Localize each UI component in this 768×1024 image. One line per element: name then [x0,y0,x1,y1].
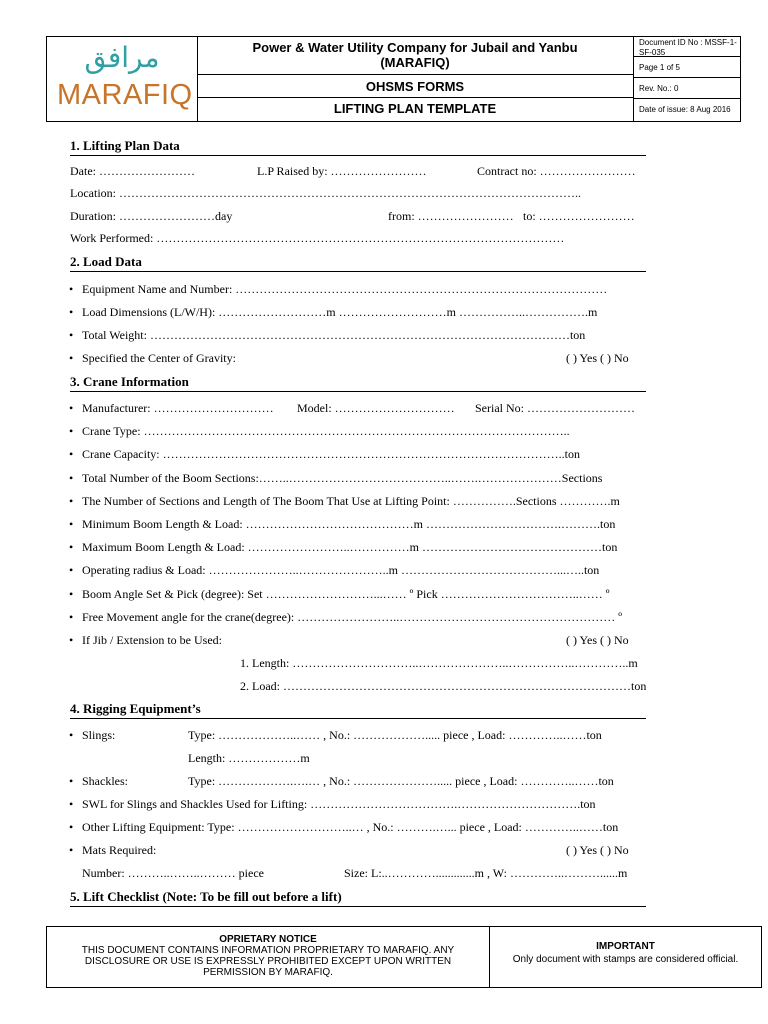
section-crane-information: 3. Crane Information [70,374,646,392]
proprietary-notice: OPRIETARY NOTICE THIS DOCUMENT CONTAINS INFORMATION PROPRIETARY TO MARAFIQ. ANY DISCLOSURE OR USE IS EXPRESSLY PROHIBITED EXCEPT UPON WRITTEN PERMISSION BY MARAFIQ. [47,927,490,987]
document-id: Document ID No : MSSF-1-SF-035 [633,37,740,57]
arabic-logo-icon [57,39,187,75]
logo-text: MARAFIQ [57,79,193,111]
svg-text:مرافق: مرافق [84,41,160,74]
model-field[interactable]: Model: ………………………… [297,401,455,415]
important-notice: IMPORTANT Only document with stamps are considered official. [512,941,739,965]
manufacturer-field[interactable]: Manufacturer: ………………………… [82,401,274,415]
document-footer [46,926,762,988]
mats-yes-no[interactable]: ( ) Yes ( ) No [566,843,629,857]
marafiq-logo [47,37,198,121]
section-lift-checklist: 5. Lift Checklist (Note: To be fill out before a lift) [70,889,646,907]
revision-number: Rev. No.: 0 [633,78,740,99]
mats-number-field[interactable]: Number: ………..……..……… piece [82,866,264,880]
jib-yes-no[interactable]: ( ) Yes ( ) No [566,633,629,647]
company-name: Power & Water Utility Company for Jubail and Yanbu (MARAFIQ) [197,37,633,75]
section-lifting-plan-data: 1. Lifting Plan Data [70,138,646,156]
to-field[interactable]: to: …………………… [523,209,635,223]
section-load-data: 2. Load Data [70,254,646,272]
mats-size-field[interactable]: Size: L:..………….............m , W: …………..………......m [344,866,628,880]
from-field[interactable]: from: …………………… [388,209,514,223]
template-title: LIFTING PLAN TEMPLATE [333,101,497,116]
raised-by-field[interactable]: L.P Raised by: …………………… [257,164,427,178]
date-field[interactable]: Date: …………………… [70,164,195,178]
shackles-field[interactable]: Type: ……………….….… , No.: …………………..... piece , Load: …………..……ton [188,774,614,788]
cog-yes-no[interactable]: ( ) Yes ( ) No [566,351,629,365]
location-field[interactable]: Location: …………………………………………………………………………………………………….. [70,186,581,200]
page-number: Page 1 of 5 [633,57,740,78]
work-performed-field[interactable]: Work Performed: ………………………………………………………………………………………… [70,231,565,245]
serial-no-field[interactable]: Serial No: ……………………… [475,401,635,415]
contract-no-field[interactable]: Contract no: …………………… [477,164,636,178]
duration-field[interactable]: Duration: ……………………day [70,209,233,223]
slings-field[interactable]: Type: ………………..…… , No.: ………………..... piece , Load: …………..……ton [188,728,602,742]
section-rigging-equipment: 4. Rigging Equipment’s [70,701,646,719]
document-header [46,36,741,122]
forms-title: OHSMS FORMS [197,75,633,98]
date-of-issue: Date of issue: 8 Aug 2016 [639,105,731,114]
